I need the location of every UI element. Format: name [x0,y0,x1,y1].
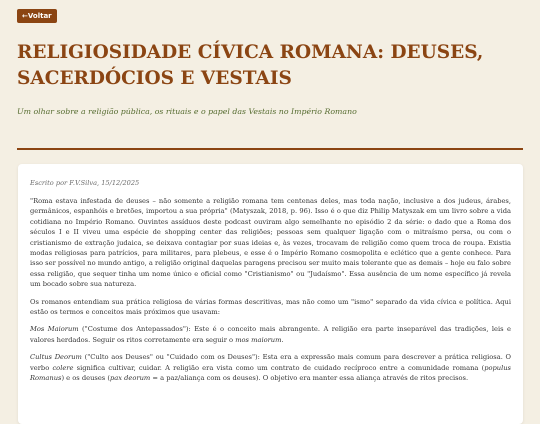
paragraph-3-text-b: . [281,335,284,344]
paragraph-3 [30,324,511,345]
paragraph-4-text-b: significa cultivar, cuidar. A religião era vista como um contrato de cuidado recíproco entre a comunidade romana ( [73,363,485,372]
title-divider [17,148,523,150]
term-colere: colere [52,363,74,372]
paragraph-4 [30,352,511,383]
page-subtitle: Um olhar sobre a religião pública, os rituais e o papel das Vestais no Império Romano [17,107,357,116]
term-populus-romanus: populus Romanus [30,363,511,383]
article-card [18,164,523,424]
term-pax-deorum: pax deorum [109,374,151,383]
paragraph-4-text-a: ("Culto aos Deuses" ou "Cuidado com os Deuses"): Esta era a expressão mais comum para descrever a prática religiosa. O verbo [30,353,512,372]
paragraph-4-text-c: ) e os deuses ( [61,374,110,383]
term-cultus-deorum: Cultus Deorum [30,353,82,362]
article-meta: Escrito por F.V.Silva, 15/12/2025 [30,179,140,187]
paragraph-3-text-a: ("Costume dos Antepassados"): Este é o conceito mais abrangente. A religião era parte inseparável das tradições, leis e valores herdados. Seguir os ritos corretamente era seguir o [30,325,511,344]
paragraph-1: "Roma estava infestada de deuses – não somente a religião romana tem centenas deles, mas toda nação, inclusive a dos judeus, árabes, germânicos, espanhóis e bretões, importou a sua própria" (Matyszak, 2018, p. 96). Isso é o que diz Philip Matyszak em um livro sobre a vida cotidiana no Império Romano. Ouvintes assíduos deste podcast ouviram algo semelhante no episódio 2 da série: o dado que a Roma dos séculos I e II viveu uma espécie de shopping center das religiões; pessoas sem qualquer ligação com o mitraísmo persa, ou com o cristianismo de extração judaica, se deixava contagiar por suas ideias e, às vezes, trocavam de religião como quem troca de roupa. Existia modas religiosas para patrícios, para militares, para plebeus, e esse é o Império Romano cosmopolita e eclético que a gente conhece. Para isso ser possível no mundo antigo, a religião original daquelas paragens precisou ser muito mais tolerante que as demais – hoje eu falo sobre essa religião, que sequer tinha um nome único e oficial como "Cristianismo" ou "Judaísmo". Essa ausência de um nome específico já revela um bocado sobre sua natureza. [30,197,511,289]
page-title: RELIGIOSIDADE CÍVICA ROMANA: DEUSES, SACERDÓCIOS E VESTAIS [17,42,484,89]
term-mos-maiorum: Mos Maiorum [30,325,79,334]
paragraph-4-text-d: = a paz/aliança com os deuses). O objetivo era manter essa aliança através de ritos precisos. [150,374,469,383]
term-mos-maiorum-inline: mos maiorum [235,335,282,344]
article-body [30,196,511,391]
paragraph-2: Os romanos entendiam sua prática religiosa de várias formas descritivas, mas não como um "ismo" separado da vida cívica e política. Aqui estão os termos e conceitos mais próximos que usavam: [30,297,511,317]
back-button[interactable]: ←Voltar [17,9,57,23]
